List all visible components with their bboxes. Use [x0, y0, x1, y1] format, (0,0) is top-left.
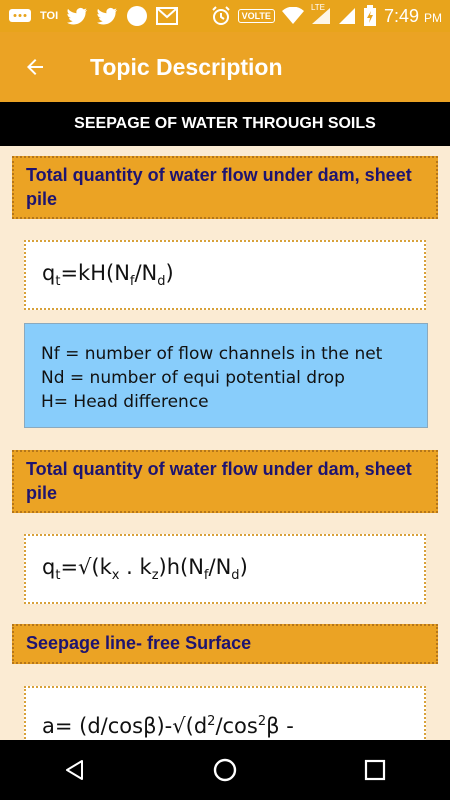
circle-home-icon [212, 757, 238, 783]
square-recents-icon [364, 759, 386, 781]
lte-label: LTE [310, 3, 326, 12]
signal-icon [310, 3, 331, 25]
twitter-icon [96, 7, 118, 25]
battery-icon [363, 5, 377, 27]
volte-label: VOLTE [238, 9, 275, 23]
formula-box [24, 534, 426, 604]
back-button[interactable] [0, 32, 70, 102]
topic-title: SEEPAGE OF WATER THROUGH SOILS [0, 102, 450, 146]
alarm-clock-icon [211, 6, 231, 26]
definition-note [24, 323, 428, 428]
nav-home-button[interactable] [195, 740, 255, 800]
nav-back-button[interactable] [45, 740, 105, 800]
note-line: Nd = number of equi potential drop [41, 368, 345, 388]
signal-icon [338, 7, 356, 25]
section-heading: Total quantity of water flow under dam, sheet pile [12, 156, 438, 219]
clock-ampm: PM [424, 10, 442, 25]
circle-icon [126, 5, 148, 27]
twitter-icon [66, 7, 88, 25]
chat-bubble-icon [8, 7, 32, 25]
triangle-back-icon [64, 759, 86, 781]
section-heading: Total quantity of water flow under dam, sheet pile [12, 450, 438, 513]
formula-text: $q_t=kH(N_f/N_d)$ [42, 260, 174, 290]
volte-badge [238, 9, 275, 23]
section-heading: Seepage line- free Surface [12, 624, 438, 664]
note-line: H= Head difference [41, 392, 209, 412]
arrow-left-icon [23, 55, 47, 79]
topic-content[interactable] [0, 146, 450, 740]
nav-recents-button[interactable] [345, 740, 405, 800]
carrier-label: TOI [40, 10, 59, 22]
wifi-icon [282, 7, 304, 25]
page-title: Topic Description [90, 53, 283, 80]
formula-box [24, 240, 426, 310]
gmail-icon [156, 7, 178, 25]
clock-time: 7:49 [383, 5, 419, 26]
formula-text: $a= (d/\cos\beta)-√(d^2/\cos^2\beta$ - [42, 714, 294, 738]
clock [384, 6, 442, 27]
status-bar [0, 0, 450, 32]
formula-text: $q_t=√(k_x$ . $k_z)h(N_f/N_d)$ [42, 554, 248, 584]
note-line: Nf = number of flow channels in the net [41, 344, 383, 364]
formula-box [24, 686, 426, 740]
system-nav-bar [0, 740, 450, 800]
app-bar [0, 32, 450, 102]
